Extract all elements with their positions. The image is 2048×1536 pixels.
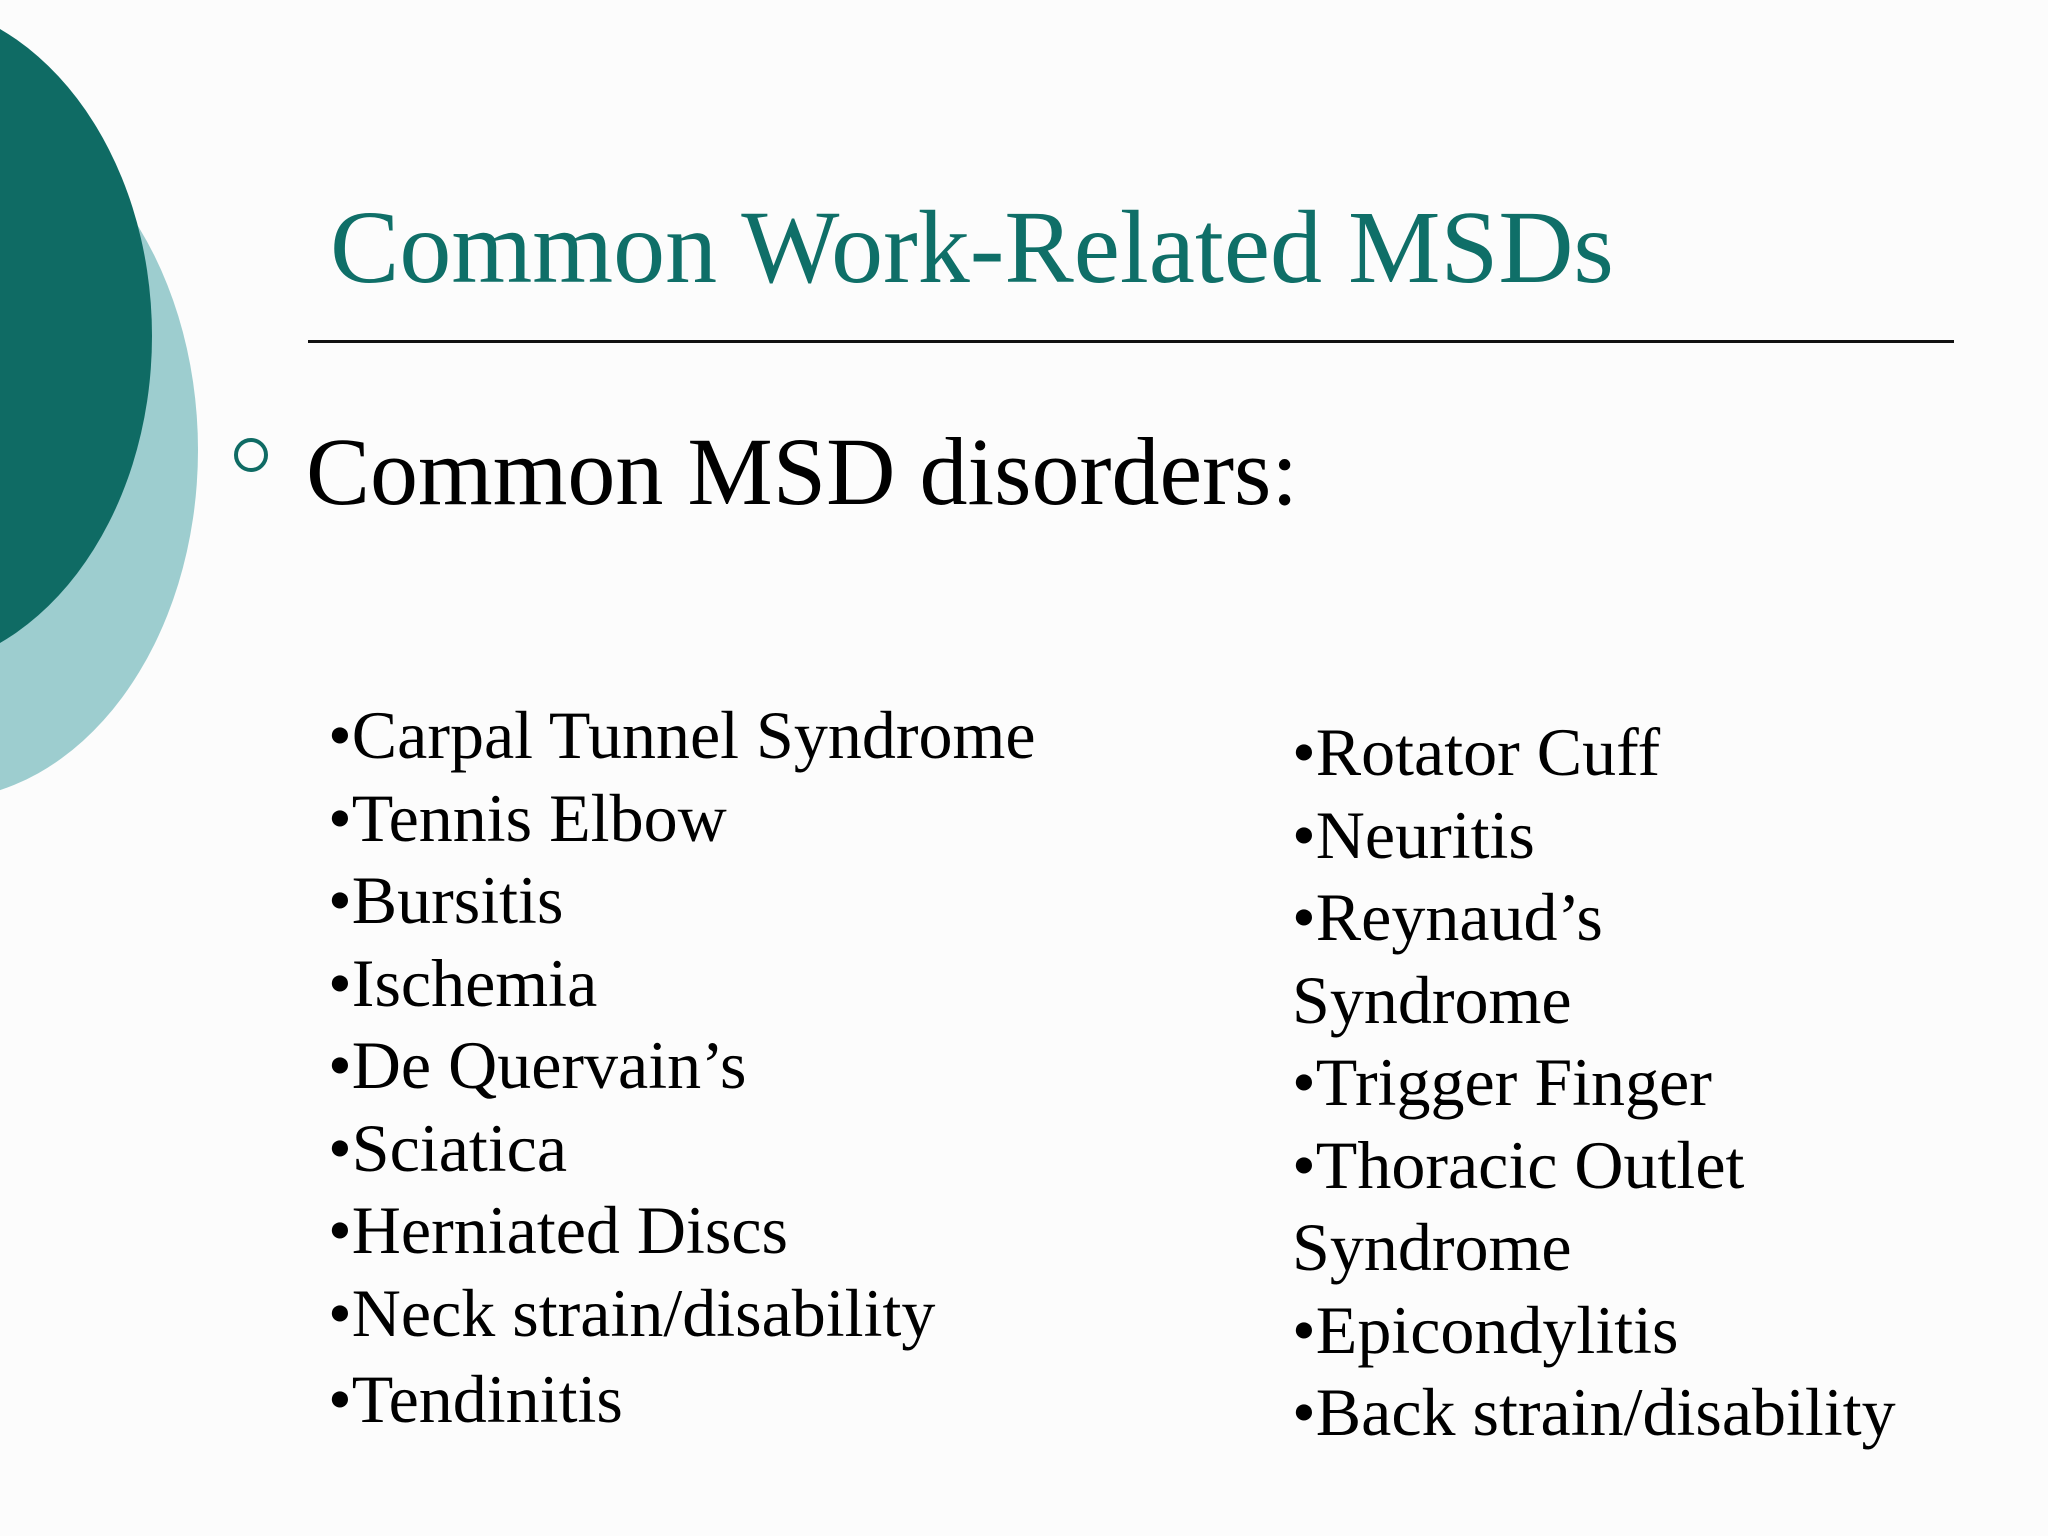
list-item: •Back strain/disability: [1292, 1374, 1896, 1450]
list-item: •Epicondylitis: [1292, 1291, 1679, 1368]
list-item: •Neuritis: [1292, 796, 1535, 873]
hollow-circle-bullet-icon: [234, 438, 268, 472]
list-item: •Ischemia: [328, 944, 598, 1021]
list-item: •Sciatica: [328, 1109, 568, 1186]
list-item: •Neck strain/disability: [328, 1274, 936, 1351]
list-item: •Carpal Tunnel Syndrome: [328, 697, 1036, 773]
list-item: Syndrome: [1292, 961, 1572, 1038]
title-divider: [308, 340, 1954, 343]
list-item: •Trigger Finger: [1292, 1044, 1712, 1120]
bullet-heading: Common MSD disorders:: [306, 418, 1299, 525]
list-item: Syndrome: [1292, 1209, 1572, 1285]
list-item: •De Quervain’s: [328, 1027, 747, 1103]
right-disorder-list: [1292, 711, 1992, 1454]
list-item: •Herniated Discs: [328, 1192, 788, 1268]
list-item: •Bursitis: [328, 862, 564, 938]
list-item: •Rotator Cuff: [1292, 714, 1661, 790]
slide-title: Common Work-Related MSDs: [330, 190, 1614, 305]
list-item: •Reynaud’s: [1292, 879, 1603, 955]
list-item: •Thoracic Outlet: [1292, 1126, 1745, 1203]
left-disorder-list: [328, 694, 1208, 1441]
list-item: •Tendinitis: [328, 1361, 623, 1437]
list-item: •Tennis Elbow: [328, 779, 727, 856]
